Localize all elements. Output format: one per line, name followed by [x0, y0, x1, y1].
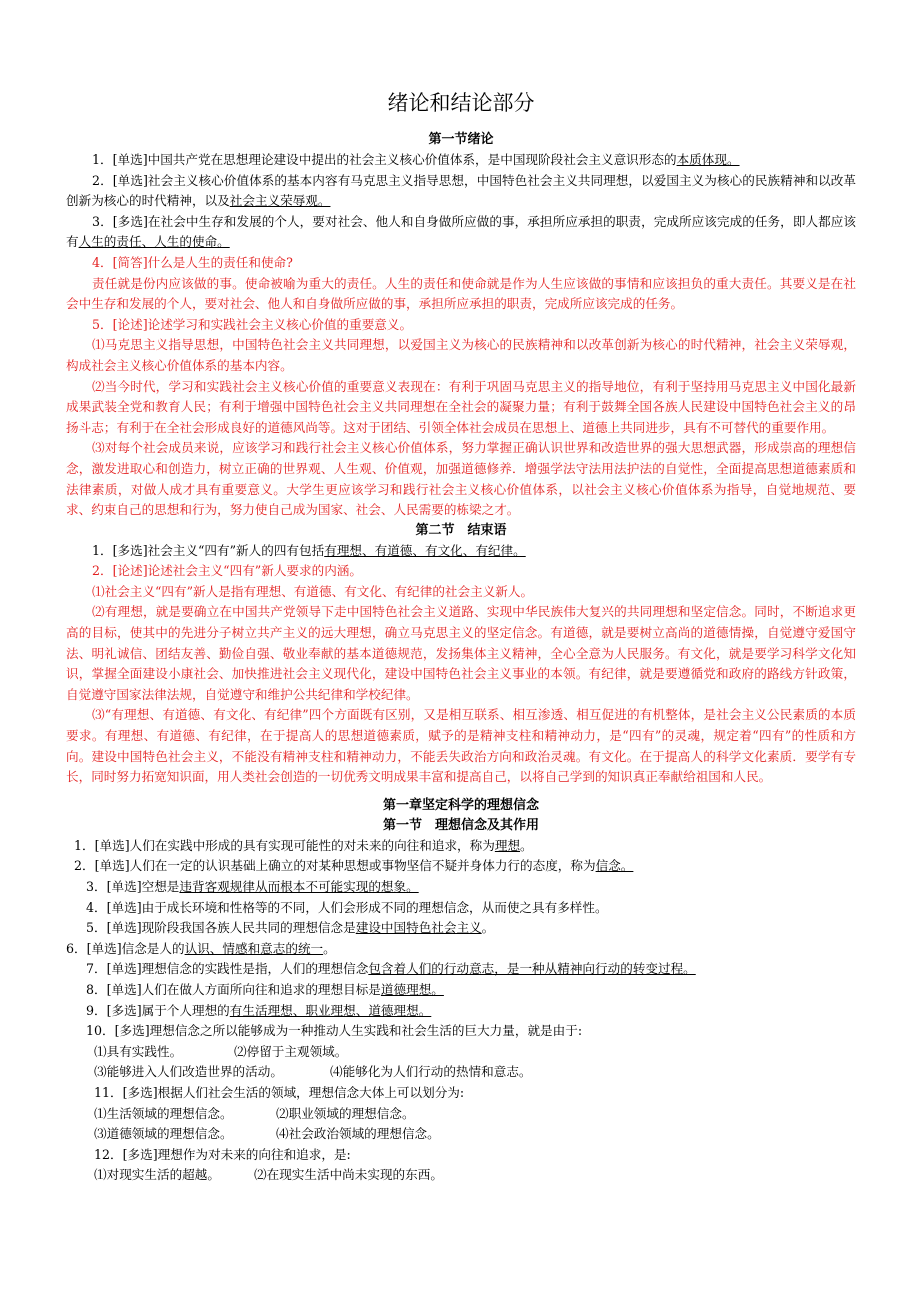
document-page: [66, 88, 856, 1186]
chapter-heading: 第一章坚定科学的理想信念: [382, 797, 539, 813]
ch1-answer-1: 理想: [494, 837, 521, 853]
conclusion-question-1: 1．[多选]社会主义“四有”新人的四有包括有理想、有道德、有文化、有纪律。: [92, 542, 526, 558]
ch1-question-12: 12．[多选]理想作为对未来的向往和追求，是:: [94, 1146, 351, 1162]
answer-1: 本质体现。: [676, 152, 740, 167]
section-heading-intro: 第一节绪论: [428, 132, 494, 147]
page-title: 绪论和结论部分: [387, 91, 535, 115]
ch1-question-10: 10．[多选]理想信念之所以能够成为一种推动人生实践和社会生活的巨大力量，就是由于:: [86, 1023, 583, 1039]
conclusion-question-2: 2．[论述]论述社会主义“四有”新人要求的内涵。: [92, 563, 362, 579]
ch1-question-10-options-b: ⑶能够进入人们改造世界的活动。 ⑷能够化为人们行动的热情和意志。: [94, 1064, 532, 1080]
question-1: 1．[单选]中国共产党在思想理论建设中提出的社会主义核心价值体系，是中国现阶段社会主义意识形态的本质体现。: [92, 152, 740, 167]
ch1-question-12-options: ⑴对现实生活的超越。 ⑵在现实生活中尚未实现的东西。: [94, 1167, 443, 1183]
conclusion-answer-2-part-1: ⑴社会主义“四有”新人是指有理想、有道德、有文化、有纪律的社会主义新人。: [92, 583, 534, 599]
ch1-question-2: 2．[单选]人们在一定的认识基础上确立的对某种思想或事物坚信不疑并身体力行的态度，称为信念。: [74, 858, 634, 874]
conclusion-answer-1: 有理想、有道德、有文化、有纪律。: [324, 542, 526, 558]
ch1-question-6: 6．[单选]信念是人的认识、情感和意志的统一。: [66, 940, 336, 956]
ch1-answer-2: 信念。: [595, 858, 634, 874]
ch1-answer-6: 认识、情感和意志的统一: [184, 940, 324, 956]
ch1-answer-9: 有生活理想、职业理想、道德理想。: [229, 1002, 432, 1018]
ch1-question-9: 9．[多选]属于个人理想的有生活理想、职业理想、道德理想。: [86, 1002, 432, 1018]
ch1-question-11: 11．[多选]根据人们社会生活的领域，理想信念大体上可以划分为:: [94, 1084, 465, 1100]
ch1-answer-8: 道德理想。: [380, 981, 444, 997]
question-3: 3．[多选]在社会中生存和发展的个人，要对社会、他人和自身做所应做的事，承担所应承担的职责，完成所应该完成的任务，即人都应该有人生的责任、人生的使命。: [66, 213, 856, 250]
ch1-answer-3: 违背客观规律从而根本不可能实现的想象。: [179, 879, 419, 894]
ch1-question-5: 5．[单选]现阶段我国各族人民共同的理想信念是建设中国特色社会主义。: [86, 920, 495, 936]
ch1-question-11-options-a: ⑴生活领域的理想信念。 ⑵职业领域的理想信念。: [94, 1105, 415, 1121]
question-5: 5．[论述]论述学习和实践社会主义核心价值的重要意义。: [92, 316, 413, 332]
ch1-question-4: 4．[单选]由于成长环境和性格等的不同，人们会形成不同的理想信念，从而使之具有多样性。: [86, 899, 608, 915]
answer-5-part-2: ⑵当今时代，学习和实践社会主义核心价值的重要意义表现在：有利于巩固马克思主义的指导地位，有利于坚持用马克思主义中国化最新成果武装全党和教育人民；有利于增强中国特色社会主义共同理想在全社会的凝聚力量；有利于鼓舞全国各族人民建设中国特色社会主义的昂扬斗志；有利于在全社会形成良好的道德风尚等。这对于团结、引领全体社会成员在思想上、道德上共同进步，具有不可替代的重要作用。: [66, 378, 856, 435]
conclusion-answer-2-part-2: ⑵有理想，就是要确立在中国共产党领导下走中国特色社会主义道路、实现中华民族伟大复兴的共同理想和坚定信念。同时，不断追求更高的目标，使其中的先进分子树立共产主义的远大理想，确立马克思主义的坚定信念。有道德，就是要树立高尚的道德情操，自觉遵守爱国守法、明礼诚信、团结友善、勤俭自强、敬业奉献的基本道德规范，发扬集体主义精神，全心全意为人民服务。有文化，就是要学习科学文化知识，掌握全面建设小康社会、加快推进社会主义现代化，建设中国特色社会主义事业的本领。有纪律，就是要遵循党和政府的路线方针政策，自觉遵守国家法律法规，自觉遵守和维护公共纪律和学校纪律。: [66, 604, 856, 702]
answer-5-part-3: ⑶对每个社会成员来说，应该学习和践行社会主义核心价值体系，努力掌握正确认识世界和改造世界的强大思想武器，形成崇高的理想信念，激发进取心和创造力，树立正确的世界观、人生观、价值观，加强道德修养．增强学法守法用法护法的自觉性，全面提高思想道德素质和法律素质，对做人成才具有重要意义。大学生更应该学习和践行社会主义核心价值体系，以社会主义核心价值体系为指导，自觉地规范、要求、约束自己的思想和行为，努力使自己成为国家、社会、人民需要的栋梁之才。: [66, 440, 856, 518]
section-heading-conclusion: 第二节 结束语: [415, 522, 507, 538]
answer-2: 社会主义荣辱观。: [229, 193, 331, 209]
conclusion-answer-2-part-3: ⑶“有理想、有道德、有文化、有纪律”四个方面既有区别，又是相互联系、相互渗透、相互促进的有机整体，是社会主义公民素质的本质要求。有理想、有道德、有纪律，在于提高人的思想道德素质，赋予的是精神支柱和精神动力，是“四有”的灵魂，规定着“四有”的性质和方向。建设中国特色社会主义，不能没有精神支柱和精神动力，不能丢失政治方向和政治灵魂。有文化。在于提高人的科学文化素质．要学有专长，同时努力拓宽知识面，用人类社会创造的一切优秀文明成果丰富和提高自己，以将自己学到的知识真正奉献给祖国和人民。: [66, 707, 856, 785]
ch1-question-8: 8．[单选]人们在做人方面所向往和追求的理想目标是道德理想。: [86, 981, 444, 997]
answer-5-part-1: ⑴马克思主义指导思想，中国特色社会主义共同理想，以爱国主义为核心的民族精神和以改革创新为核心的时代精神，社会主义荣辱观，构成社会主义核心价值体系的基本内容。: [66, 337, 856, 373]
ch1-question-1: 1．[单选]人们在实践中形成的具有实现可能性的对未来的向往和追求，称为理想。: [74, 837, 533, 853]
question-2: 2．[单选]社会主义核心价值体系的基本内容有马克思主义指导思想，中国特色社会主义共同理想，以爱国主义为核心的民族精神和以改革创新为核心的时代精神，以及社会主义荣辱观。: [66, 172, 856, 209]
ch1-question-7: 7．[单选]理想信念的实践性是指，人们的理想信念包含着人们的行动意志，是一种从精神向行动的转变过程。: [86, 961, 696, 977]
ch1-question-11-options-b: ⑶道德领域的理想信念。 ⑷社会政治领域的理想信念。: [94, 1126, 440, 1142]
ch1-question-3: 3．[单选]空想是违背客观规律从而根本不可能实现的想象。: [86, 879, 419, 894]
ch1-answer-5: 建设中国特色社会主义: [355, 920, 482, 936]
ch1-question-10-options-a: ⑴具有实践性。 ⑵停留于主观领域。: [94, 1043, 348, 1059]
ch1-answer-7: 包含着人们的行动意志，是一种从精神向行动的转变过程。: [368, 961, 696, 977]
question-4: 4．[简答]什么是人生的责任和使命?: [92, 254, 293, 270]
chapter-section-heading: 第一节 理想信念及其作用: [382, 817, 539, 833]
answer-4: 责任就是份内应该做的事。使命被喻为重大的责任。人生的责任和使命就是作为人生应该做的事情和应该担负的重大责任。其要义是在社会中生存和发展的个人，要对社会、他人和自身做所应做的事，承担所应承担的职责，完成所应该完成的任务。: [66, 275, 856, 312]
answer-3: 人生的责任、人生的使命。: [78, 234, 230, 250]
